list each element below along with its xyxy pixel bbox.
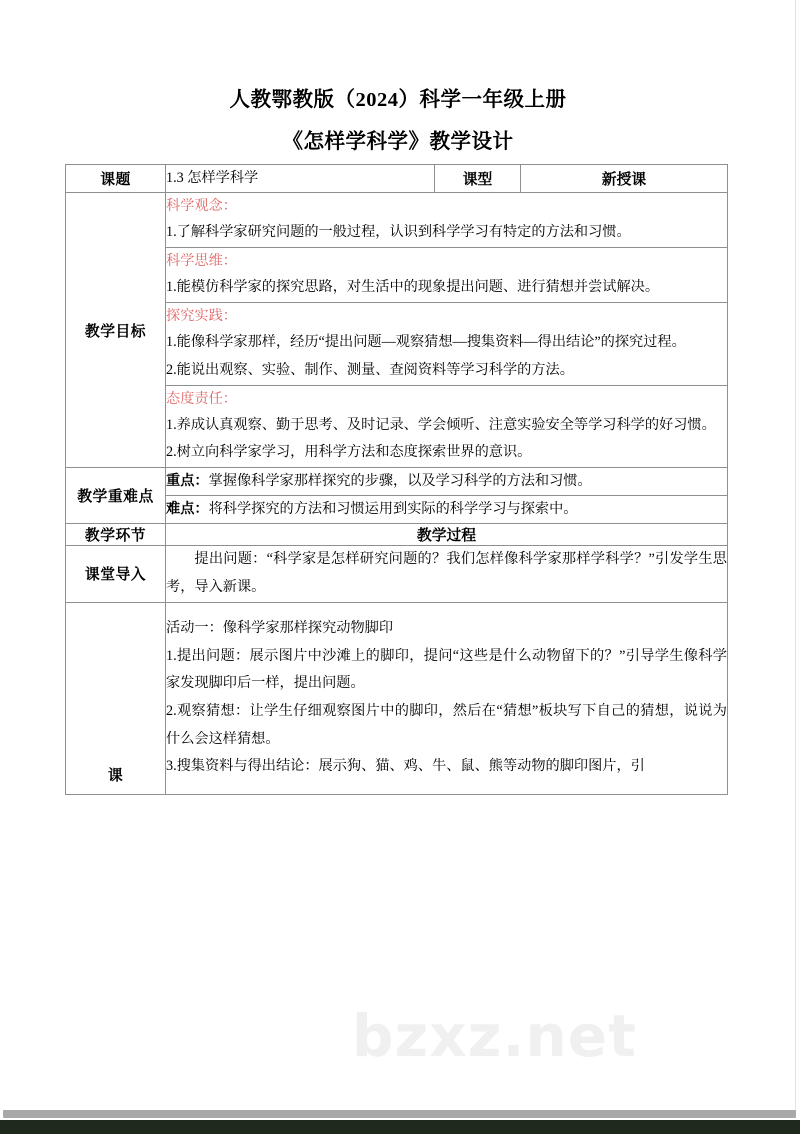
objective-heading-practice: 探究实践： bbox=[166, 307, 237, 324]
key-focus-text: 掌握像科学家那样探究的步骤，以及学习科学的方法和习惯。 bbox=[208, 473, 592, 490]
objective-item: 2.树立向科学家学习，用科学方法和态度探索世界的意识。 bbox=[166, 444, 532, 461]
cell-topic-value: 1.3 怎样学科学 bbox=[166, 165, 435, 193]
objective-item: 1.了解科学家研究问题的一般过程，认识到科学学习有特定的方法和习惯。 bbox=[166, 224, 631, 241]
cell-objective-concepts bbox=[166, 192, 728, 247]
activity-step: 3.搜集资料与得出结论：展示狗、猫、鸡、牛、鼠、熊等动物的脚印图片，引 bbox=[166, 758, 645, 775]
cell-objective-practice bbox=[166, 302, 728, 385]
table-row-key-focus bbox=[66, 468, 728, 496]
table-row-topic bbox=[66, 165, 728, 193]
cell-class-label: 课 bbox=[66, 602, 166, 794]
page-stack-shadow bbox=[3, 1110, 796, 1118]
objective-heading-concepts: 科学观念： bbox=[166, 197, 237, 214]
objective-item: 1.能模仿科学家的探究思路，对生活中的现象提出问题、进行猜想并尝试解决。 bbox=[166, 279, 660, 296]
objective-heading-attitude: 态度责任： bbox=[166, 390, 237, 407]
activity-step: 2.观察猜想：让学生仔细观察图片中的脚印，然后在“猜想”板块写下自己的猜想，说说为什么会这样猜想。 bbox=[166, 703, 727, 747]
table-row-objective-concepts bbox=[66, 192, 728, 247]
page-bottom-edge bbox=[0, 1120, 800, 1134]
objective-heading-thinking: 科学思维： bbox=[166, 252, 237, 269]
document-title-line-2: 《怎样学科学》教学设计 bbox=[282, 131, 514, 153]
cell-lead-in-label: 课堂导入 bbox=[66, 546, 166, 602]
objective-item: 1.能像科学家那样，经历“提出问题—观察猜想—搜集资料—得出结论”的探究过程。 bbox=[166, 334, 686, 351]
cell-process-title: 教学过程 bbox=[166, 524, 728, 546]
objective-item: 2.能说出观察、实验、制作、测量、查阅资料等学习科学的方法。 bbox=[166, 361, 574, 378]
activity-step: 1.提出问题：展示图片中沙滩上的脚印，提问“这些是什么动物留下的？”引导学生像科学家发现脚印后一样，提出问题。 bbox=[166, 647, 727, 692]
cell-lead-in-body bbox=[166, 546, 728, 602]
table-row-class-activity bbox=[66, 602, 728, 794]
table-row-process-header bbox=[66, 524, 728, 546]
key-difficulty-label: 难点： bbox=[166, 501, 209, 518]
cell-objective-attitude bbox=[166, 385, 728, 468]
key-focus-label: 重点： bbox=[166, 473, 209, 490]
cell-topic-label: 课题 bbox=[66, 165, 166, 193]
cell-key-difficulty bbox=[166, 496, 728, 524]
key-difficulty-text: 将科学探究的方法和习惯运用到实际的科学学习与探索中。 bbox=[208, 501, 578, 518]
table-row-key-difficulty bbox=[66, 496, 728, 524]
activity-title: 活动一：像科学家那样探究动物脚印 bbox=[166, 619, 394, 636]
cell-lesson-type-value: 新授课 bbox=[521, 165, 728, 193]
table-row-objective-attitude bbox=[66, 385, 728, 468]
cell-objective-thinking bbox=[166, 247, 728, 302]
cell-key-focus bbox=[166, 468, 728, 496]
cell-key-points-label: 教学重难点 bbox=[66, 468, 166, 524]
table-row-objective-practice bbox=[66, 302, 728, 385]
document-title-line-1: 人教鄂教版（2024）科学一年级上册 bbox=[229, 89, 567, 111]
cell-objectives-label: 教学目标 bbox=[66, 192, 166, 467]
lead-in-text: 提出问题：“科学家是怎样研究问题的？我们怎样像科学家那样学科学？”引发学生思考，导入新课。 bbox=[166, 551, 727, 595]
table-row-objective-thinking bbox=[66, 247, 728, 302]
cell-class-activity-body bbox=[166, 602, 728, 794]
site-watermark: bzxz.net bbox=[352, 1002, 637, 1070]
table-row-lead-in bbox=[66, 546, 728, 602]
lesson-plan-table bbox=[65, 164, 728, 795]
cell-process-stage-label: 教学环节 bbox=[66, 524, 166, 546]
cell-lesson-type-label: 课型 bbox=[435, 165, 521, 193]
objective-item: 1.养成认真观察、勤于思考、及时记录、学会倾听、注意实验安全等学习科学的好习惯。 bbox=[166, 416, 716, 433]
